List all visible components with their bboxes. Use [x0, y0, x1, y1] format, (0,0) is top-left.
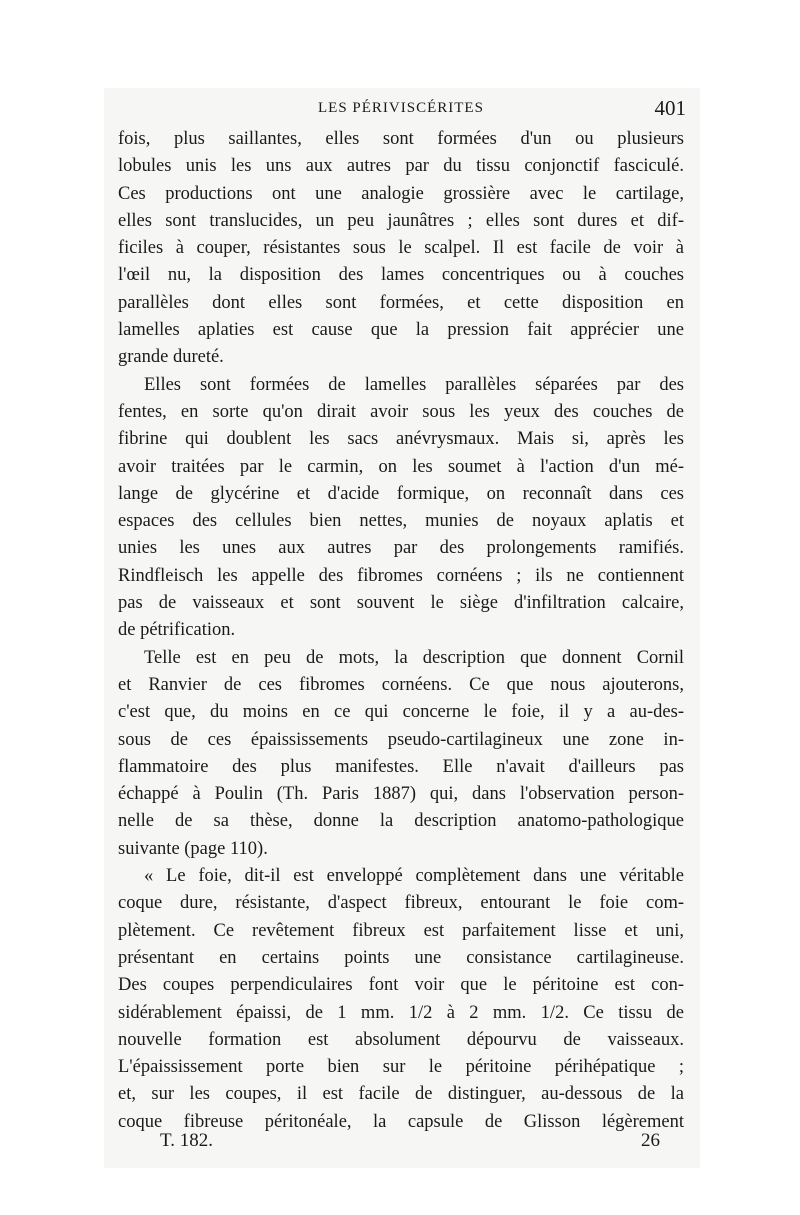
text-line: fentes, en sorte qu'on dirait avoir sous les yeux des couches de [118, 401, 684, 422]
text-line: lange de glycérine et d'acide formique, on reconnaît dans ces [118, 483, 684, 504]
text-line: l'œil nu, la disposition des lames concentriques ou à couches [118, 265, 684, 286]
text-line: fois, plus saillantes, elles sont formées d'un ou plusieurs [118, 129, 684, 149]
text-line: nouvelle formation est absolument dépourvu de vaisseaux. [118, 1029, 684, 1050]
text-line: fibrine qui doublent les sacs anévrysmaux. Mais si, après les [118, 429, 684, 450]
sheet-number: 26 [641, 1130, 660, 1151]
text-line: unies les unes aux autres par des prolongements ramifiés. [118, 538, 684, 559]
text-line: « Le foie, dit-il est enveloppé complètement dans une véritable [144, 866, 684, 887]
text-line: parallèles dont elles sont formées, et cette disposition en [118, 292, 684, 313]
text-line: et Ranvier de ces fibromes cornéens. Ce que nous ajouterons, [118, 674, 684, 695]
text-line: sous de ces épaississements pseudo-cartilagineux une zone in- [118, 729, 684, 750]
text-line: plètement. Ce revêtement fibreux est parfaitement lisse et uni, [118, 920, 684, 941]
text-line: de pétrification. [118, 620, 236, 641]
text-line: lamelles aplaties est cause que la pression fait apprécier une [118, 320, 684, 341]
text-line: Ces productions ont une analogie grossière avec le cartilage, [118, 183, 684, 204]
text-line: flammatoire des plus manifestes. Elle n'avait d'ailleurs pas [118, 756, 684, 777]
text-line: L'épaississement porte bien sur le péritoine périhépatique ; [118, 1057, 684, 1078]
text-line: pas de vaisseaux et sont souvent le siège d'infiltration calcaire, [118, 593, 684, 614]
page-header [118, 96, 686, 124]
body-text [118, 126, 684, 1136]
text-line: lobules unis les uns aux autres par du tissu conjonctif fasciculé. [118, 156, 684, 177]
text-line: et, sur les coupes, il est facile de distinguer, au-dessous de la [118, 1084, 684, 1105]
signature-mark: T. 182. [160, 1130, 213, 1151]
text-line: Telle est en peu de mots, la description que donnent Cornil [144, 647, 684, 668]
text-line: suivante (page 110). [118, 838, 268, 859]
text-line: espaces des cellules bien nettes, munies de noyaux aplatis et [118, 511, 684, 532]
page-number: 401 [654, 96, 686, 120]
text-line: elles sont translucides, un peu jaunâtres ; elles sont dures et dif- [118, 210, 684, 231]
text-line: coque fibreuse péritonéale, la capsule de Glisson légèrement [118, 1111, 684, 1132]
text-line: Elles sont formées de lamelles parallèles séparées par des [144, 374, 684, 395]
text-line: échappé à Poulin (Th. Paris 1887) qui, dans l'observation person- [118, 784, 684, 805]
text-line: coque dure, résistante, d'aspect fibreux, entourant le foie com- [118, 893, 684, 914]
text-line: Des coupes perpendiculaires font voir que le péritoine est con- [118, 975, 684, 996]
text-line: présentant en certains points une consistance cartilagineuse. [118, 947, 684, 968]
text-line: avoir traitées par le carmin, on les soumet à l'action d'un mé- [118, 456, 684, 477]
text-line: grande dureté. [118, 347, 224, 368]
running-title: LES PÉRIVISCÉRITES [318, 100, 484, 116]
page-footer [160, 1130, 680, 1156]
text-line: nelle de sa thèse, donne la description anatomo-pathologique [118, 811, 684, 832]
text-line: ficiles à couper, résistantes sous le scalpel. Il est facile de voir à [118, 238, 684, 259]
text-line: sidérablement épaissi, de 1 mm. 1/2 à 2 mm. 1/2. Ce tissu de [118, 1002, 684, 1023]
text-line: c'est que, du moins en ce qui concerne le foie, il y a au-des- [118, 702, 684, 723]
text-line: Rindfleisch les appelle des fibromes cornéens ; ils ne contiennent [118, 565, 684, 586]
